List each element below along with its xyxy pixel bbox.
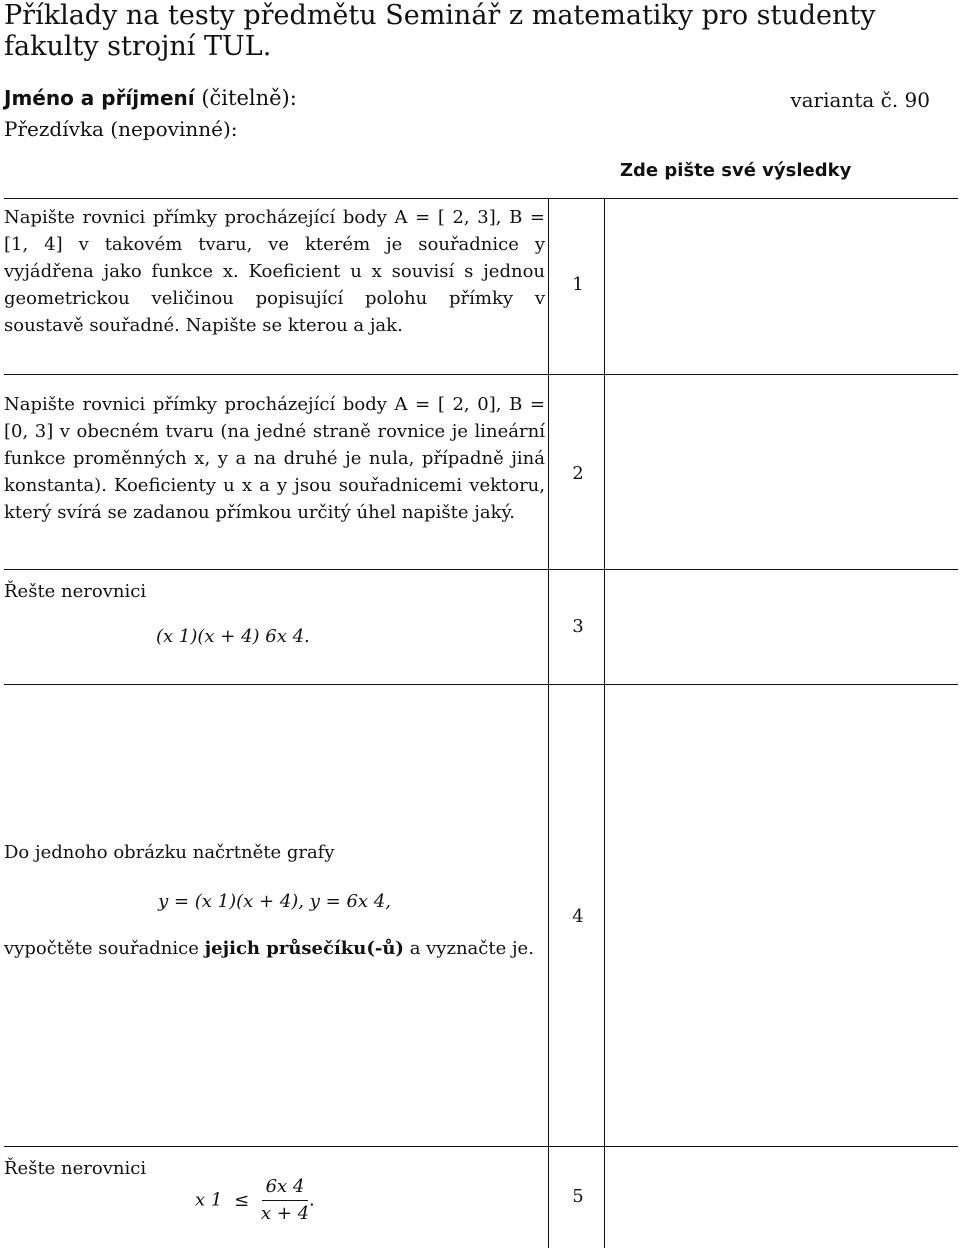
- task-4-intro: Do jednoho obrázku načrtněte grafy: [4, 842, 335, 863]
- row-rule-2: [4, 569, 958, 570]
- task-5-relation: ≤: [234, 1189, 250, 1211]
- name-label-bold: Jméno a příjmení: [4, 86, 195, 110]
- row-rule-1: [4, 374, 958, 375]
- table-divider-right-1: [604, 198, 605, 684]
- task-2-number: 2: [572, 463, 584, 484]
- task-3: [4, 578, 545, 650]
- task-1-text: Napište rovnici přímky procházející body A = [ 2, 3], B = [1, 4] v takovém tvaru, ve kterém je souřadnice y vyjádřena jako funkce x. Koeficient u x souvisí s jednou geometrickou veličinou popisující polohu přímky v soustavě souřadné. Napište se kterou a jak.: [4, 207, 545, 336]
- task-5-denominator: x + 4: [260, 1203, 310, 1224]
- task-1: [4, 204, 545, 339]
- task-1-number: 1: [572, 274, 584, 295]
- table-top-rule: [4, 198, 958, 199]
- task-4-outro-pre: vypočtěte souřadnice: [4, 938, 199, 959]
- task-4: [4, 839, 545, 962]
- task-4-outro-bold: jejich průsečíku(-ů): [204, 938, 404, 959]
- task-3-formula: (x 1)(x + 4) 6x 4.: [156, 626, 310, 647]
- task-5-lhs: x 1: [195, 1189, 223, 1211]
- table-divider-right-2: [604, 684, 605, 1146]
- task-3-intro: Řešte nerovnici: [4, 581, 147, 602]
- task-5-tail: .: [309, 1189, 315, 1211]
- task-4-formula: y = (x 1)(x + 4), y = 6x 4,: [158, 891, 391, 912]
- task-5-number: 5: [572, 1186, 584, 1207]
- row-rule-4: [4, 1146, 958, 1147]
- task-3-number: 3: [572, 616, 584, 637]
- nickname-label: Přezdívka (nepovinné):: [4, 117, 238, 141]
- task-5-fraction: [261, 1174, 309, 1227]
- variant-label: varianta č. 90: [790, 88, 930, 112]
- table-divider-right-3: [604, 1146, 605, 1248]
- task-4-outro: [4, 935, 545, 962]
- table-divider-left-3: [548, 1146, 549, 1248]
- task-4-outro-post: a vyznačte je.: [409, 938, 534, 959]
- task-2: [4, 391, 545, 526]
- task-5-intro: Řešte nerovnici: [4, 1158, 147, 1179]
- table-divider-left-1: [548, 198, 549, 684]
- table-divider-left-2: [548, 684, 549, 1146]
- name-label-rest: (čitelně):: [201, 86, 297, 110]
- results-heading: Zde pište své výsledky: [620, 160, 852, 181]
- task-5-numerator: 6x 4: [262, 1174, 309, 1201]
- task-5-formula: [195, 1174, 315, 1227]
- task-4-number: 4: [572, 906, 584, 927]
- name-label: [4, 86, 297, 110]
- page-title: Příklady na testy předmětu Seminář z matematiky pro studenty fakulty strojní TUL.: [4, 0, 876, 62]
- task-2-text: Napište rovnici přímky procházející body A = [ 2, 0], B = [0, 3] v obecném tvaru (na jedné straně rovnice je lineární funkce proměnných x, y a na druhé je nula, případně jiná konstanta). Koeficienty u x a y jsou souřadnicemi vektoru, který svírá se zadanou přímkou určitý úhel napište jaký.: [4, 394, 545, 523]
- row-rule-3: [4, 684, 958, 685]
